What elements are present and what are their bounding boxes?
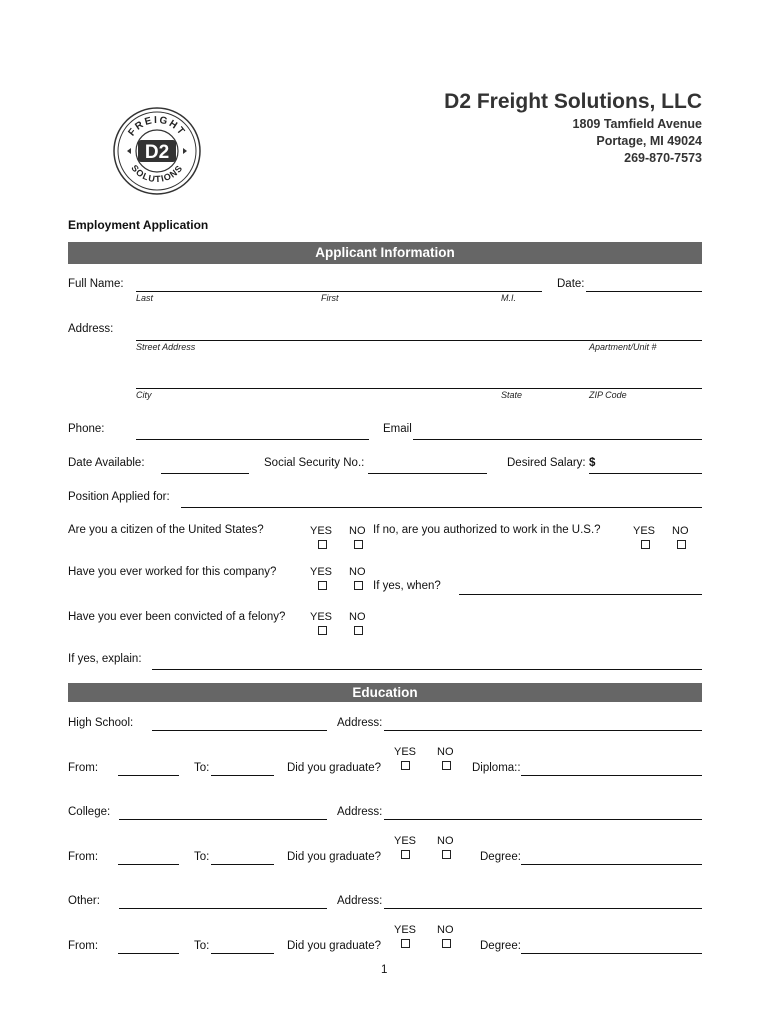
felony-question: Have you ever been convicted of a felony? (68, 611, 286, 623)
other-no-label: NO (437, 924, 454, 936)
college-no-label: NO (437, 835, 454, 847)
citizen-no-label: NO (349, 525, 366, 537)
salary-input[interactable] (589, 473, 702, 474)
authorized-no-checkbox[interactable] (677, 540, 686, 549)
citizen-no-checkbox[interactable] (354, 540, 363, 549)
ssn-label: Social Security No.: (264, 457, 365, 469)
college-to-label: To: (194, 851, 210, 863)
other-no-checkbox[interactable] (442, 939, 451, 948)
worked-when-label: If yes, when? (373, 580, 441, 592)
page-number: 1 (381, 964, 388, 976)
other-from-input[interactable] (118, 953, 179, 954)
ssn-input[interactable] (368, 473, 487, 474)
street-address-input[interactable] (136, 340, 702, 341)
hs-yes-label: YES (394, 746, 417, 758)
other-graduate-question: Did you graduate? (287, 940, 381, 952)
email-label: Email (383, 423, 412, 435)
college-from-input[interactable] (118, 864, 179, 865)
high-school-label: High School: (68, 717, 134, 729)
date-input[interactable] (586, 291, 702, 292)
high-school-address-input[interactable] (384, 730, 702, 731)
worked-yes-checkbox[interactable] (318, 581, 327, 590)
other-degree-label: Degree: (480, 940, 521, 952)
email-input[interactable] (413, 439, 702, 440)
high-school-address-label: Address: (337, 717, 383, 729)
citizen-yes-checkbox[interactable] (318, 540, 327, 549)
position-label: Position Applied for: (68, 491, 170, 503)
hs-yes-checkbox[interactable] (401, 761, 410, 770)
full-name-label: Full Name: (68, 278, 124, 290)
college-input[interactable] (119, 819, 327, 820)
hs-graduate-question: Did you graduate? (287, 762, 381, 774)
hs-from-input[interactable] (118, 775, 179, 776)
college-yes-checkbox[interactable] (401, 850, 410, 859)
other-to-input[interactable] (211, 953, 274, 954)
other-input[interactable] (119, 908, 327, 909)
other-address-label: Address: (337, 895, 383, 907)
citizen-question: Are you a citizen of the United States? (68, 524, 264, 536)
hs-to-label: To: (194, 762, 210, 774)
worked-yes-label: YES (310, 566, 333, 578)
apartment-caption: Apartment/Unit # (589, 342, 657, 352)
position-input[interactable] (181, 507, 702, 508)
salary-label: Desired Salary: (507, 457, 586, 469)
felony-no-label: NO (349, 611, 366, 623)
address-label: Address: (68, 323, 114, 335)
date-available-label: Date Available: (68, 457, 145, 469)
felony-no-checkbox[interactable] (354, 626, 363, 635)
section-applicant-header: Applicant Information (68, 242, 702, 264)
authorized-yes-checkbox[interactable] (641, 540, 650, 549)
phone-label: Phone: (68, 423, 105, 435)
felony-yes-checkbox[interactable] (318, 626, 327, 635)
svg-text:FREIGHT: FREIGHT (126, 114, 188, 139)
city-state-zip-input[interactable] (136, 388, 702, 389)
city-caption: City (136, 390, 152, 400)
hs-no-checkbox[interactable] (442, 761, 451, 770)
worked-no-label: NO (349, 566, 366, 578)
other-yes-checkbox[interactable] (401, 939, 410, 948)
college-no-checkbox[interactable] (442, 850, 451, 859)
logo-seal-icon (112, 106, 202, 196)
college-degree-label: Degree: (480, 851, 521, 863)
college-yes-label: YES (394, 835, 417, 847)
high-school-input[interactable] (152, 730, 327, 731)
company-phone: 269-870-7573 (624, 151, 702, 165)
college-from-label: From: (68, 851, 99, 863)
college-to-input[interactable] (211, 864, 274, 865)
section-education-header: Education (68, 683, 702, 702)
other-yes-label: YES (394, 924, 417, 936)
college-address-label: Address: (337, 806, 383, 818)
college-graduate-question: Did you graduate? (287, 851, 381, 863)
explain-input[interactable] (152, 669, 702, 670)
felony-yes-label: YES (310, 611, 333, 623)
worked-when-input[interactable] (459, 594, 702, 595)
other-label: Other: (68, 895, 100, 907)
hs-from-label: From: (68, 762, 99, 774)
date-label: Date: (557, 278, 585, 290)
middle-initial-caption: M.I. (501, 293, 516, 303)
college-label: College: (68, 806, 111, 818)
form-title: Employment Application (68, 218, 209, 232)
svg-text:SOLUTIONS: SOLUTIONS (129, 162, 185, 185)
other-address-input[interactable] (384, 908, 702, 909)
authorized-yes-label: YES (633, 525, 656, 537)
first-name-caption: First (321, 293, 339, 303)
full-name-input[interactable] (136, 291, 542, 292)
hs-no-label: NO (437, 746, 454, 758)
phone-input[interactable] (136, 439, 369, 440)
worked-no-checkbox[interactable] (354, 581, 363, 590)
last-name-caption: Last (136, 293, 154, 303)
citizen-yes-label: YES (310, 525, 333, 537)
college-address-input[interactable] (384, 819, 702, 820)
street-address-caption: Street Address (136, 342, 196, 352)
worked-question: Have you ever worked for this company? (68, 566, 277, 578)
diploma-input[interactable] (521, 775, 702, 776)
authorized-question: If no, are you authorized to work in the U.S.? (373, 524, 601, 536)
company-city: Portage, MI 49024 (596, 134, 702, 148)
diploma-label: Diploma:: (472, 762, 521, 774)
date-available-input[interactable] (161, 473, 249, 474)
salary-currency: $ (589, 457, 596, 469)
authorized-no-label: NO (672, 525, 689, 537)
state-caption: State (501, 390, 523, 400)
college-degree-input[interactable] (521, 864, 702, 865)
hs-to-input[interactable] (211, 775, 274, 776)
other-to-label: To: (194, 940, 210, 952)
zip-caption: ZIP Code (589, 390, 627, 400)
company-logo (112, 106, 202, 196)
other-from-label: From: (68, 940, 99, 952)
other-degree-input[interactable] (521, 953, 702, 954)
company-name: D2 Freight Solutions, LLC (444, 90, 702, 113)
svg-text:D2: D2 (144, 142, 170, 163)
company-street: 1809 Tamfield Avenue (572, 117, 702, 131)
explain-label: If yes, explain: (68, 653, 142, 665)
